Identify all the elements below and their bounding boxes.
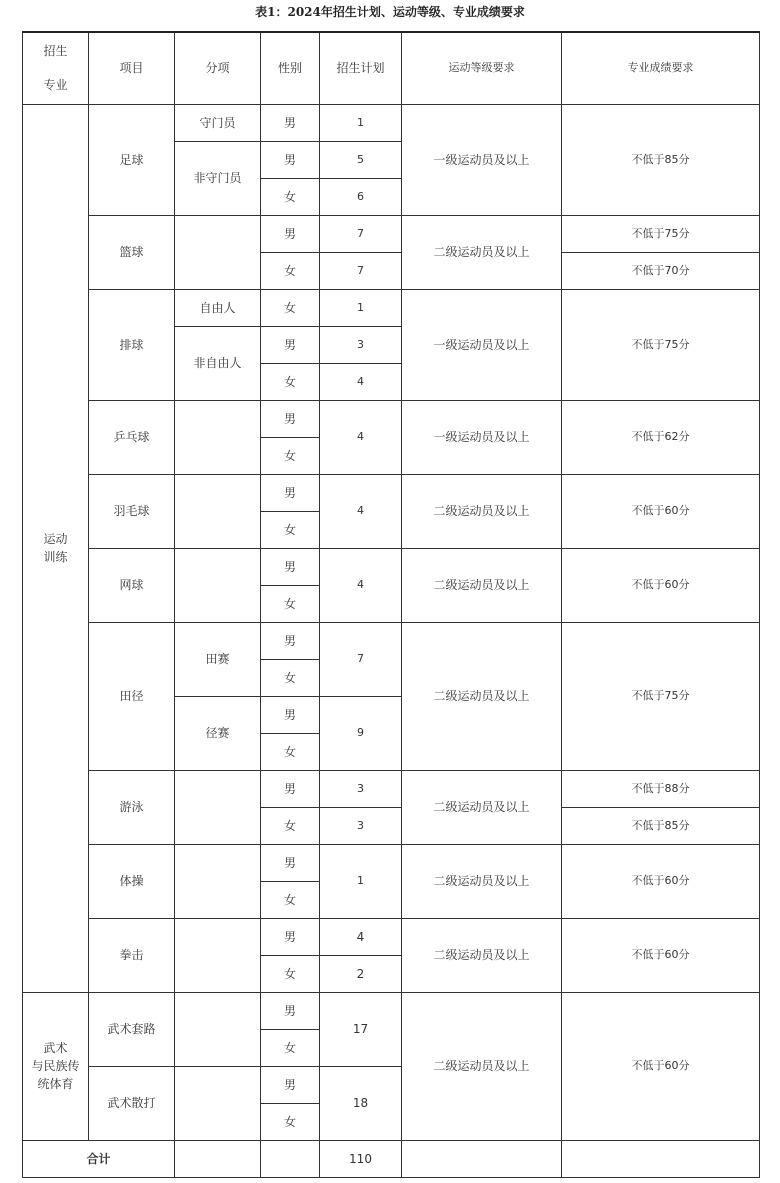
gender-cell: 女 <box>261 252 320 289</box>
gender-cell: 女 <box>261 733 320 770</box>
score-cell: 不低于60分 <box>562 844 760 918</box>
plan-cell: 4 <box>320 548 402 622</box>
header-score: 专业成绩要求 <box>562 32 760 104</box>
table-row <box>23 104 760 141</box>
table-row <box>23 215 760 252</box>
table-row <box>23 400 760 437</box>
sub-non-libero: 非自由人 <box>175 326 261 400</box>
plan-cell: 3 <box>320 326 402 363</box>
group-sports-training: 运动 训练 <box>23 104 89 992</box>
gender-cell: 男 <box>261 844 320 881</box>
gender-cell: 女 <box>261 178 320 215</box>
table-title: 表1：2024年招生计划、运动等级、专业成绩要求 <box>255 5 525 19</box>
score-cell: 不低于60分 <box>562 548 760 622</box>
gender-cell: 男 <box>261 400 320 437</box>
item-gymnastics: 体操 <box>89 844 175 918</box>
level-cell: 二级运动员及以上 <box>402 548 562 622</box>
level-cell: 一级运动员及以上 <box>402 400 562 474</box>
header-row <box>23 32 760 104</box>
table-row <box>23 289 760 326</box>
plan-cell: 7 <box>320 252 402 289</box>
header-major-bottom: 专业 <box>43 78 68 93</box>
plan-cell: 3 <box>320 807 402 844</box>
item-volleyball: 排球 <box>89 289 175 400</box>
total-empty <box>402 1140 562 1177</box>
gender-cell: 男 <box>261 770 320 807</box>
header-plan: 招生计划 <box>320 32 402 104</box>
gender-cell: 女 <box>261 289 320 326</box>
gender-cell: 女 <box>261 1029 320 1066</box>
gender-cell: 男 <box>261 696 320 733</box>
plan-cell: 18 <box>320 1066 402 1140</box>
item-wushu-routine: 武术套路 <box>89 992 175 1066</box>
gender-cell: 男 <box>261 622 320 659</box>
total-label: 合计 <box>23 1140 175 1177</box>
score-cell: 不低于75分 <box>562 215 760 252</box>
score-cell: 不低于60分 <box>562 992 760 1140</box>
plan-cell: 7 <box>320 622 402 696</box>
gender-cell: 女 <box>261 955 320 992</box>
plan-cell: 1 <box>320 844 402 918</box>
score-cell: 不低于85分 <box>562 807 760 844</box>
sub-empty <box>175 474 261 548</box>
item-swimming: 游泳 <box>89 770 175 844</box>
score-cell: 不低于70分 <box>562 252 760 289</box>
sub-goalkeeper: 守门员 <box>175 104 261 141</box>
sub-empty <box>175 770 261 844</box>
plan-cell: 7 <box>320 215 402 252</box>
sub-track: 径赛 <box>175 696 261 770</box>
plan-cell: 1 <box>320 289 402 326</box>
table-row <box>23 474 760 511</box>
total-empty <box>175 1140 261 1177</box>
score-cell: 不低于75分 <box>562 289 760 400</box>
plan-cell: 4 <box>320 363 402 400</box>
plan-cell: 9 <box>320 696 402 770</box>
gender-cell: 男 <box>261 474 320 511</box>
plan-cell: 17 <box>320 992 402 1066</box>
gender-cell: 女 <box>261 511 320 548</box>
item-tennis: 网球 <box>89 548 175 622</box>
item-badminton: 羽毛球 <box>89 474 175 548</box>
plan-cell: 2 <box>320 955 402 992</box>
gender-cell: 男 <box>261 215 320 252</box>
level-cell: 二级运动员及以上 <box>402 844 562 918</box>
table-row <box>23 548 760 585</box>
gender-cell: 男 <box>261 141 320 178</box>
header-level: 运动等级要求 <box>402 32 562 104</box>
total-empty <box>261 1140 320 1177</box>
gender-cell: 女 <box>261 437 320 474</box>
sub-empty <box>175 992 261 1066</box>
level-cell: 二级运动员及以上 <box>402 474 562 548</box>
plan-cell: 4 <box>320 918 402 955</box>
level-cell: 二级运动员及以上 <box>402 918 562 992</box>
sub-empty <box>175 918 261 992</box>
table-row <box>23 844 760 881</box>
gender-cell: 男 <box>261 326 320 363</box>
level-cell: 一级运动员及以上 <box>402 289 562 400</box>
gender-cell: 男 <box>261 918 320 955</box>
level-cell: 二级运动员及以上 <box>402 770 562 844</box>
sub-empty <box>175 548 261 622</box>
header-major-top: 招生 <box>43 44 68 59</box>
plan-cell: 3 <box>320 770 402 807</box>
table-row <box>23 992 760 1029</box>
admission-table <box>22 31 760 1178</box>
sub-non-goalkeeper: 非守门员 <box>175 141 261 215</box>
gender-cell: 女 <box>261 659 320 696</box>
sub-empty <box>175 215 261 289</box>
gender-cell: 男 <box>261 548 320 585</box>
score-cell: 不低于85分 <box>562 104 760 215</box>
sub-empty <box>175 400 261 474</box>
header-gender: 性别 <box>261 32 320 104</box>
level-cell: 一级运动员及以上 <box>402 104 562 215</box>
item-pingpong: 乒乓球 <box>89 400 175 474</box>
level-cell: 二级运动员及以上 <box>402 992 562 1140</box>
gender-cell: 女 <box>261 881 320 918</box>
sub-empty <box>175 844 261 918</box>
score-cell: 不低于60分 <box>562 474 760 548</box>
item-wushu-sanda: 武术散打 <box>89 1066 175 1140</box>
plan-cell: 6 <box>320 178 402 215</box>
total-row <box>23 1140 760 1177</box>
item-basketball: 篮球 <box>89 215 175 289</box>
total-empty <box>562 1140 760 1177</box>
plan-cell: 5 <box>320 141 402 178</box>
total-value: 110 <box>320 1140 402 1177</box>
sub-field: 田赛 <box>175 622 261 696</box>
item-athletics: 田径 <box>89 622 175 770</box>
level-cell: 二级运动员及以上 <box>402 622 562 770</box>
gender-cell: 男 <box>261 992 320 1029</box>
gender-cell: 女 <box>261 363 320 400</box>
sub-empty <box>175 1066 261 1140</box>
sub-libero: 自由人 <box>175 289 261 326</box>
header-major <box>23 32 89 104</box>
header-sub: 分项 <box>175 32 261 104</box>
gender-cell: 女 <box>261 1103 320 1140</box>
plan-cell: 4 <box>320 400 402 474</box>
table-row <box>23 770 760 807</box>
item-football: 足球 <box>89 104 175 215</box>
level-cell: 二级运动员及以上 <box>402 215 562 289</box>
plan-cell: 1 <box>320 104 402 141</box>
table-row <box>23 622 760 659</box>
gender-cell: 女 <box>261 807 320 844</box>
gender-cell: 男 <box>261 1066 320 1103</box>
table-row <box>23 918 760 955</box>
group-wushu: 武术 与民族传 统体育 <box>23 992 89 1140</box>
score-cell: 不低于62分 <box>562 400 760 474</box>
plan-cell: 4 <box>320 474 402 548</box>
gender-cell: 男 <box>261 104 320 141</box>
score-cell: 不低于75分 <box>562 622 760 770</box>
item-boxing: 拳击 <box>89 918 175 992</box>
gender-cell: 女 <box>261 585 320 622</box>
score-cell: 不低于60分 <box>562 918 760 992</box>
header-item: 项目 <box>89 32 175 104</box>
score-cell: 不低于88分 <box>562 770 760 807</box>
